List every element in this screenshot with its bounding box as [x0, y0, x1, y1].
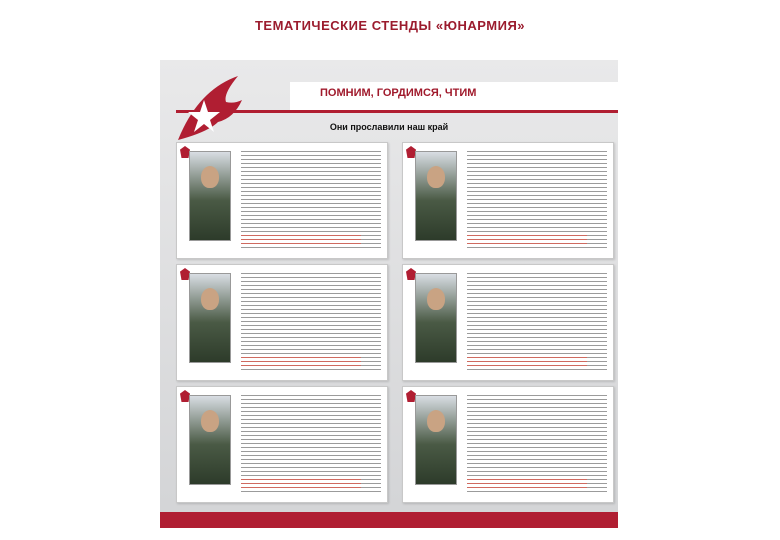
card-text [241, 395, 381, 495]
card-footnote [467, 357, 587, 367]
photo [415, 395, 457, 485]
stand-footer [160, 512, 618, 528]
page-title: ТЕМАТИЧЕСКИЕ СТЕНДЫ «ЮНАРМИЯ» [254, 18, 526, 33]
hero-card [176, 142, 388, 259]
photo [415, 151, 457, 241]
hero-card [402, 142, 614, 259]
card-text [467, 273, 607, 373]
portrait-face [201, 410, 219, 432]
stand-subtitle: Они прославили наш край [329, 122, 449, 132]
hero-card [176, 264, 388, 381]
photo [189, 273, 231, 363]
card-footnote [467, 479, 587, 489]
portrait-face [427, 166, 445, 188]
hero-card [402, 386, 614, 503]
card-text [467, 395, 607, 495]
card-footnote [467, 235, 587, 245]
yunarmiya-emblem-icon [168, 70, 246, 150]
photo [189, 395, 231, 485]
photo [415, 273, 457, 363]
portrait-face [427, 410, 445, 432]
card-footnote [241, 479, 361, 489]
card-footnote [241, 235, 361, 245]
card-footnote [241, 357, 361, 367]
portrait-face [201, 166, 219, 188]
hero-card [176, 386, 388, 503]
stand-title: ПОМНИМ, ГОРДИМСЯ, ЧТИМ [320, 87, 477, 99]
card-text [241, 151, 381, 251]
card-text [241, 273, 381, 373]
portrait-face [201, 288, 219, 310]
hero-card [402, 264, 614, 381]
card-text [467, 151, 607, 251]
portrait-face [427, 288, 445, 310]
photo [189, 151, 231, 241]
